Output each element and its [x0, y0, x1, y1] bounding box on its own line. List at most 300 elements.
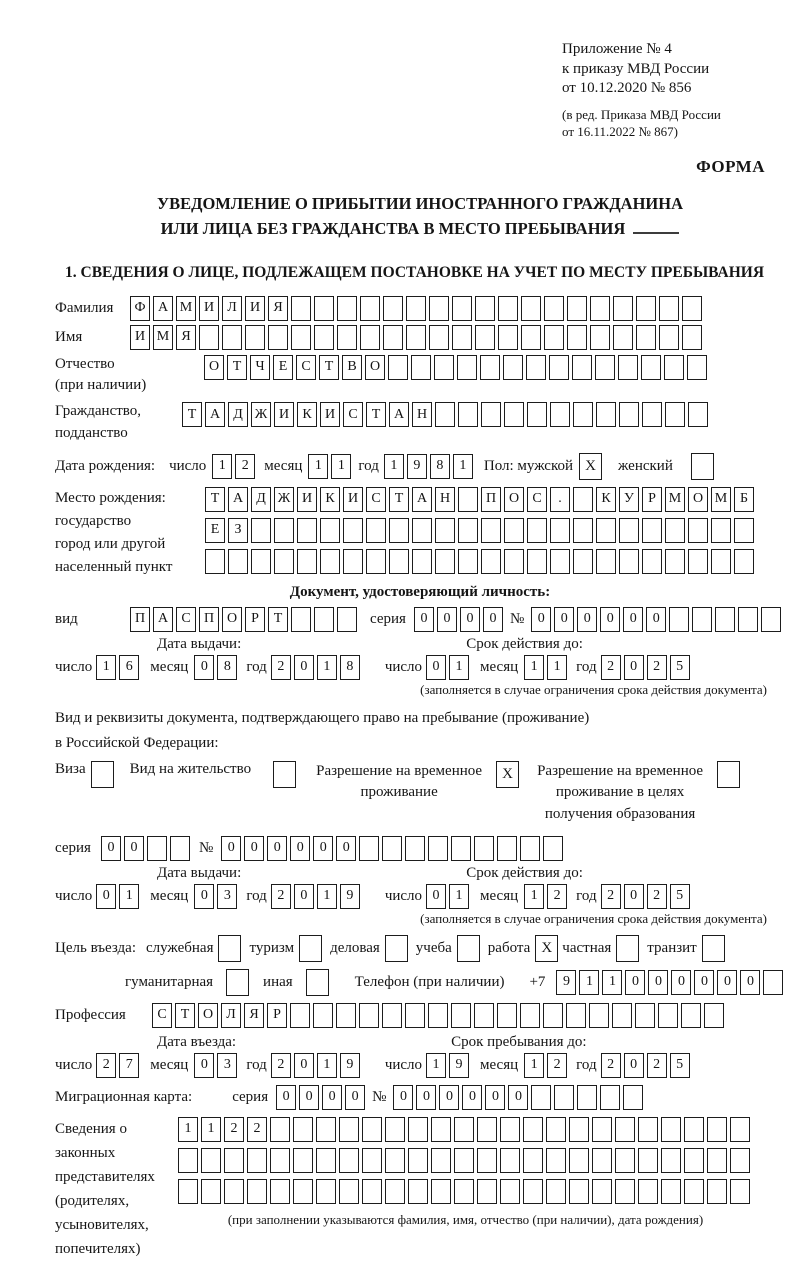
representative-char-box[interactable]	[477, 1117, 497, 1142]
given-name-char-box[interactable]	[337, 325, 357, 350]
birth-place-char-box[interactable]	[504, 518, 524, 543]
patronymic-char-box[interactable]: Т	[319, 355, 339, 380]
birth-place-char-box[interactable]	[274, 518, 294, 543]
stay-month-box[interactable]: 2	[547, 1053, 567, 1078]
profession-char-box[interactable]	[612, 1003, 632, 1028]
birth-place-char-box[interactable]	[435, 549, 455, 574]
permit-number-box[interactable]: 0	[267, 836, 287, 861]
profession-char-box[interactable]	[359, 1003, 379, 1028]
permit-number-box[interactable]	[428, 836, 448, 861]
migration-number-box[interactable]: 0	[462, 1085, 482, 1110]
permit-series-box[interactable]: 0	[124, 836, 144, 861]
citizenship-char-box[interactable]	[481, 402, 501, 427]
birth-place-char-box[interactable]	[504, 549, 524, 574]
migration-series-box[interactable]: 0	[276, 1085, 296, 1110]
patronymic-char-box[interactable]	[411, 355, 431, 380]
permit-number-box[interactable]	[382, 836, 402, 861]
citizenship-char-box[interactable]: И	[320, 402, 340, 427]
doc-valid-month-box[interactable]: 1	[547, 655, 567, 680]
patronymic-char-box[interactable]: В	[342, 355, 362, 380]
citizenship-char-box[interactable]: С	[343, 402, 363, 427]
stay-day-box[interactable]: 1	[426, 1053, 446, 1078]
representative-char-box[interactable]	[293, 1117, 313, 1142]
citizenship-char-box[interactable]: Д	[228, 402, 248, 427]
doc-type-char-box[interactable]: Р	[245, 607, 265, 632]
stay-year-box[interactable]: 2	[601, 1053, 621, 1078]
birth-place-char-box[interactable]: .	[550, 487, 570, 512]
given-name-char-box[interactable]	[659, 325, 679, 350]
patronymic-char-box[interactable]	[526, 355, 546, 380]
representative-char-box[interactable]	[270, 1117, 290, 1142]
representative-char-box[interactable]	[546, 1117, 566, 1142]
migration-number-box[interactable]	[531, 1085, 551, 1110]
birth-place-char-box[interactable]: А	[228, 487, 248, 512]
birth-day-box[interactable]: 2	[235, 454, 255, 479]
birth-place-char-box[interactable]: Ж	[274, 487, 294, 512]
representative-char-box[interactable]: 2	[224, 1117, 244, 1142]
given-name-char-box[interactable]	[521, 325, 541, 350]
representative-char-box[interactable]	[454, 1117, 474, 1142]
permit-valid-month-box[interactable]: 1	[524, 884, 544, 909]
surname-char-box[interactable]	[590, 296, 610, 321]
migration-number-box[interactable]	[600, 1085, 620, 1110]
birth-place-char-box[interactable]: И	[297, 487, 317, 512]
profession-char-box[interactable]	[405, 1003, 425, 1028]
given-name-char-box[interactable]	[636, 325, 656, 350]
representative-char-box[interactable]	[638, 1179, 658, 1204]
representative-char-box[interactable]	[362, 1117, 382, 1142]
entry-month-box[interactable]: 3	[217, 1053, 237, 1078]
representative-char-box[interactable]	[339, 1179, 359, 1204]
representative-char-box[interactable]	[431, 1148, 451, 1173]
stay-year-box[interactable]: 5	[670, 1053, 690, 1078]
entry-day-box[interactable]: 2	[96, 1053, 116, 1078]
representative-char-box[interactable]	[546, 1148, 566, 1173]
stay-day-box[interactable]: 9	[449, 1053, 469, 1078]
birth-place-char-box[interactable]: З	[228, 518, 248, 543]
profession-char-box[interactable]	[589, 1003, 609, 1028]
birth-year-box[interactable]: 9	[407, 454, 427, 479]
surname-char-box[interactable]: Я	[268, 296, 288, 321]
given-name-char-box[interactable]	[590, 325, 610, 350]
representative-char-box[interactable]	[500, 1148, 520, 1173]
representative-char-box[interactable]	[385, 1117, 405, 1142]
permit-valid-month-box[interactable]: 2	[547, 884, 567, 909]
doc-type-char-box[interactable]	[291, 607, 311, 632]
representative-char-box[interactable]	[362, 1148, 382, 1173]
doc-valid-day-box[interactable]: 1	[449, 655, 469, 680]
migration-series-box[interactable]: 0	[322, 1085, 342, 1110]
patronymic-char-box[interactable]	[503, 355, 523, 380]
turizm-checkbox[interactable]	[299, 935, 322, 962]
patronymic-char-box[interactable]	[480, 355, 500, 380]
doc-number-box[interactable]	[715, 607, 735, 632]
surname-char-box[interactable]	[521, 296, 541, 321]
doc-issue-year-box[interactable]: 2	[271, 655, 291, 680]
doc-issue-day-box[interactable]: 1	[96, 655, 116, 680]
doc-issue-month-box[interactable]: 8	[217, 655, 237, 680]
representative-char-box[interactable]: 1	[201, 1117, 221, 1142]
birth-place-char-box[interactable]	[366, 549, 386, 574]
doc-type-char-box[interactable]: С	[176, 607, 196, 632]
birth-place-char-box[interactable]	[642, 518, 662, 543]
birth-place-char-box[interactable]	[481, 518, 501, 543]
entry-year-box[interactable]: 1	[317, 1053, 337, 1078]
representative-char-box[interactable]	[661, 1179, 681, 1204]
permit-number-box[interactable]: 0	[221, 836, 241, 861]
stay-year-box[interactable]: 2	[647, 1053, 667, 1078]
representative-char-box[interactable]	[684, 1117, 704, 1142]
doc-series-box[interactable]: 0	[437, 607, 457, 632]
representative-char-box[interactable]	[523, 1179, 543, 1204]
tranzit-checkbox[interactable]	[702, 935, 725, 962]
birth-place-char-box[interactable]: О	[688, 487, 708, 512]
given-name-char-box[interactable]	[452, 325, 472, 350]
birth-place-char-box[interactable]	[711, 518, 731, 543]
phone-digit-box[interactable]: 1	[602, 970, 622, 995]
phone-digit-box[interactable]: 0	[694, 970, 714, 995]
given-name-char-box[interactable]	[383, 325, 403, 350]
patronymic-char-box[interactable]: Ч	[250, 355, 270, 380]
patronymic-char-box[interactable]	[549, 355, 569, 380]
birth-place-char-box[interactable]: Р	[642, 487, 662, 512]
permit-valid-year-box[interactable]: 2	[647, 884, 667, 909]
phone-digit-box[interactable]: 0	[671, 970, 691, 995]
birth-month-box[interactable]: 1	[331, 454, 351, 479]
birth-place-char-box[interactable]	[251, 549, 271, 574]
representative-char-box[interactable]	[661, 1117, 681, 1142]
migration-number-box[interactable]	[554, 1085, 574, 1110]
birth-place-char-box[interactable]: М	[665, 487, 685, 512]
representative-char-box[interactable]	[408, 1179, 428, 1204]
doc-number-box[interactable]: 0	[531, 607, 551, 632]
representative-char-box[interactable]	[684, 1148, 704, 1173]
representative-char-box[interactable]	[500, 1117, 520, 1142]
birth-place-char-box[interactable]	[527, 549, 547, 574]
permit-number-box[interactable]: 0	[313, 836, 333, 861]
birth-place-char-box[interactable]	[665, 518, 685, 543]
representative-char-box[interactable]	[247, 1179, 267, 1204]
visa-checkbox[interactable]	[91, 761, 114, 788]
representative-char-box[interactable]	[615, 1179, 635, 1204]
birth-year-box[interactable]: 8	[430, 454, 450, 479]
profession-char-box[interactable]	[566, 1003, 586, 1028]
surname-char-box[interactable]: И	[199, 296, 219, 321]
birth-place-char-box[interactable]	[205, 549, 225, 574]
given-name-char-box[interactable]	[498, 325, 518, 350]
representative-char-box[interactable]	[201, 1148, 221, 1173]
profession-char-box[interactable]	[635, 1003, 655, 1028]
representative-char-box[interactable]	[316, 1117, 336, 1142]
surname-char-box[interactable]	[291, 296, 311, 321]
representative-char-box[interactable]	[339, 1117, 359, 1142]
representative-char-box[interactable]	[523, 1117, 543, 1142]
permit-valid-year-box[interactable]: 0	[624, 884, 644, 909]
surname-char-box[interactable]	[636, 296, 656, 321]
migration-number-box[interactable]: 0	[508, 1085, 528, 1110]
profession-char-box[interactable]	[704, 1003, 724, 1028]
citizenship-char-box[interactable]	[642, 402, 662, 427]
doc-issue-day-box[interactable]: 6	[119, 655, 139, 680]
given-name-char-box[interactable]	[682, 325, 702, 350]
citizenship-char-box[interactable]: А	[205, 402, 225, 427]
surname-char-box[interactable]	[475, 296, 495, 321]
doc-type-char-box[interactable]: О	[222, 607, 242, 632]
patronymic-char-box[interactable]: Т	[227, 355, 247, 380]
permit-issue-year-box[interactable]: 2	[271, 884, 291, 909]
migration-number-box[interactable]: 0	[416, 1085, 436, 1110]
birth-place-char-box[interactable]	[573, 549, 593, 574]
representative-char-box[interactable]	[638, 1148, 658, 1173]
doc-issue-month-box[interactable]: 0	[194, 655, 214, 680]
profession-char-box[interactable]	[428, 1003, 448, 1028]
permit-issue-day-box[interactable]: 0	[96, 884, 116, 909]
doc-type-char-box[interactable]: П	[130, 607, 150, 632]
representative-char-box[interactable]	[178, 1179, 198, 1204]
birth-place-char-box[interactable]: О	[504, 487, 524, 512]
birth-place-char-box[interactable]: Д	[251, 487, 271, 512]
profession-char-box[interactable]	[336, 1003, 356, 1028]
patronymic-char-box[interactable]	[572, 355, 592, 380]
rabota-checkbox[interactable]: X	[535, 935, 558, 962]
representative-char-box[interactable]	[270, 1148, 290, 1173]
migration-number-box[interactable]: 0	[439, 1085, 459, 1110]
birth-place-char-box[interactable]: У	[619, 487, 639, 512]
representative-char-box[interactable]	[293, 1179, 313, 1204]
representative-char-box[interactable]	[684, 1179, 704, 1204]
birth-place-char-box[interactable]: М	[711, 487, 731, 512]
doc-number-box[interactable]: 0	[623, 607, 643, 632]
surname-char-box[interactable]	[360, 296, 380, 321]
birth-place-char-box[interactable]	[389, 549, 409, 574]
citizenship-char-box[interactable]	[458, 402, 478, 427]
representative-char-box[interactable]	[638, 1117, 658, 1142]
representative-char-box[interactable]	[730, 1179, 750, 1204]
representative-char-box[interactable]	[454, 1179, 474, 1204]
doc-number-box[interactable]: 0	[554, 607, 574, 632]
patronymic-char-box[interactable]: С	[296, 355, 316, 380]
profession-char-box[interactable]	[681, 1003, 701, 1028]
surname-char-box[interactable]	[429, 296, 449, 321]
profession-char-box[interactable]	[658, 1003, 678, 1028]
citizenship-char-box[interactable]	[619, 402, 639, 427]
patronymic-char-box[interactable]	[434, 355, 454, 380]
doc-issue-year-box[interactable]: 8	[340, 655, 360, 680]
citizenship-char-box[interactable]	[550, 402, 570, 427]
doc-issue-year-box[interactable]: 1	[317, 655, 337, 680]
permit-series-box[interactable]: 0	[101, 836, 121, 861]
permit-valid-day-box[interactable]: 0	[426, 884, 446, 909]
patronymic-char-box[interactable]	[595, 355, 615, 380]
representative-char-box[interactable]	[707, 1179, 727, 1204]
permit-number-box[interactable]	[497, 836, 517, 861]
surname-char-box[interactable]	[406, 296, 426, 321]
phone-digit-box[interactable]: 0	[717, 970, 737, 995]
migration-number-box[interactable]: 0	[393, 1085, 413, 1110]
phone-digit-box[interactable]	[763, 970, 783, 995]
surname-char-box[interactable]	[498, 296, 518, 321]
permit-number-box[interactable]	[451, 836, 471, 861]
birth-place-char-box[interactable]: К	[320, 487, 340, 512]
patronymic-char-box[interactable]: О	[365, 355, 385, 380]
birth-place-char-box[interactable]	[573, 518, 593, 543]
given-name-char-box[interactable]	[429, 325, 449, 350]
female-checkbox[interactable]	[691, 453, 714, 480]
doc-number-box[interactable]	[738, 607, 758, 632]
doc-type-char-box[interactable]: П	[199, 607, 219, 632]
permit-number-box[interactable]	[474, 836, 494, 861]
representative-char-box[interactable]	[546, 1179, 566, 1204]
profession-char-box[interactable]	[474, 1003, 494, 1028]
birth-place-char-box[interactable]	[619, 518, 639, 543]
permit-number-box[interactable]: 0	[336, 836, 356, 861]
birth-place-char-box[interactable]	[297, 549, 317, 574]
birth-place-char-box[interactable]: К	[596, 487, 616, 512]
birth-place-char-box[interactable]	[734, 549, 754, 574]
birth-year-box[interactable]: 1	[384, 454, 404, 479]
birth-place-char-box[interactable]: Н	[435, 487, 455, 512]
given-name-char-box[interactable]	[291, 325, 311, 350]
permit-number-box[interactable]	[359, 836, 379, 861]
permit-number-box[interactable]: 0	[290, 836, 310, 861]
profession-char-box[interactable]	[543, 1003, 563, 1028]
surname-char-box[interactable]	[613, 296, 633, 321]
profession-char-box[interactable]: С	[152, 1003, 172, 1028]
given-name-char-box[interactable]	[199, 325, 219, 350]
birth-place-char-box[interactable]	[366, 518, 386, 543]
representative-char-box[interactable]	[592, 1179, 612, 1204]
birth-place-char-box[interactable]: Т	[389, 487, 409, 512]
birth-place-char-box[interactable]: С	[527, 487, 547, 512]
inaya-checkbox[interactable]	[306, 969, 329, 996]
doc-type-char-box[interactable]: А	[153, 607, 173, 632]
representative-char-box[interactable]	[385, 1148, 405, 1173]
birth-day-box[interactable]: 1	[212, 454, 232, 479]
doc-series-box[interactable]: 0	[414, 607, 434, 632]
profession-char-box[interactable]	[382, 1003, 402, 1028]
surname-char-box[interactable]	[682, 296, 702, 321]
birth-place-char-box[interactable]	[343, 518, 363, 543]
permit-issue-year-box[interactable]: 1	[317, 884, 337, 909]
permit-number-box[interactable]	[520, 836, 540, 861]
birth-place-char-box[interactable]	[412, 549, 432, 574]
citizenship-char-box[interactable]: Н	[412, 402, 432, 427]
gumanitarnaya-checkbox[interactable]	[226, 969, 249, 996]
birth-place-char-box[interactable]	[550, 549, 570, 574]
patronymic-char-box[interactable]	[618, 355, 638, 380]
doc-number-box[interactable]: 0	[646, 607, 666, 632]
birth-place-char-box[interactable]	[596, 518, 616, 543]
profession-char-box[interactable]	[497, 1003, 517, 1028]
stay-month-box[interactable]: 1	[524, 1053, 544, 1078]
birth-place-char-box[interactable]: Т	[205, 487, 225, 512]
doc-valid-month-box[interactable]: 1	[524, 655, 544, 680]
birth-place-char-box[interactable]: Б	[734, 487, 754, 512]
given-name-char-box[interactable]	[613, 325, 633, 350]
representative-char-box[interactable]	[592, 1117, 612, 1142]
citizenship-char-box[interactable]	[527, 402, 547, 427]
representative-char-box[interactable]	[316, 1148, 336, 1173]
representative-char-box[interactable]: 1	[178, 1117, 198, 1142]
given-name-char-box[interactable]	[222, 325, 242, 350]
representative-char-box[interactable]	[707, 1117, 727, 1142]
surname-char-box[interactable]	[659, 296, 679, 321]
birth-place-char-box[interactable]	[320, 549, 340, 574]
permit-number-box[interactable]	[543, 836, 563, 861]
ucheba-checkbox[interactable]	[457, 935, 480, 962]
temp-residence-checkbox[interactable]: X	[496, 761, 519, 788]
birth-place-char-box[interactable]	[596, 549, 616, 574]
doc-valid-year-box[interactable]: 2	[601, 655, 621, 680]
doc-series-box[interactable]: 0	[460, 607, 480, 632]
permit-issue-year-box[interactable]: 9	[340, 884, 360, 909]
profession-char-box[interactable]: Я	[244, 1003, 264, 1028]
birth-place-char-box[interactable]	[734, 518, 754, 543]
representative-char-box[interactable]	[592, 1148, 612, 1173]
representative-char-box[interactable]	[615, 1117, 635, 1142]
patronymic-char-box[interactable]	[664, 355, 684, 380]
doc-valid-year-box[interactable]: 0	[624, 655, 644, 680]
representative-char-box[interactable]	[477, 1179, 497, 1204]
birth-place-char-box[interactable]	[435, 518, 455, 543]
representative-char-box[interactable]	[224, 1148, 244, 1173]
residence-permit-checkbox[interactable]	[273, 761, 296, 788]
birth-place-char-box[interactable]	[642, 549, 662, 574]
representative-char-box[interactable]	[431, 1117, 451, 1142]
permit-valid-day-box[interactable]: 1	[449, 884, 469, 909]
representative-char-box[interactable]: 2	[247, 1117, 267, 1142]
given-name-char-box[interactable]	[544, 325, 564, 350]
doc-valid-year-box[interactable]: 2	[647, 655, 667, 680]
surname-char-box[interactable]: И	[245, 296, 265, 321]
citizenship-char-box[interactable]	[504, 402, 524, 427]
birth-place-char-box[interactable]: И	[343, 487, 363, 512]
surname-char-box[interactable]: М	[176, 296, 196, 321]
doc-number-box[interactable]	[761, 607, 781, 632]
representative-char-box[interactable]	[201, 1179, 221, 1204]
permit-series-box[interactable]	[170, 836, 190, 861]
citizenship-char-box[interactable]	[688, 402, 708, 427]
given-name-char-box[interactable]	[567, 325, 587, 350]
doc-series-box[interactable]: 0	[483, 607, 503, 632]
surname-char-box[interactable]	[544, 296, 564, 321]
representative-char-box[interactable]	[385, 1179, 405, 1204]
surname-char-box[interactable]	[383, 296, 403, 321]
birth-place-char-box[interactable]	[527, 518, 547, 543]
surname-char-box[interactable]: Ф	[130, 296, 150, 321]
doc-issue-year-box[interactable]: 0	[294, 655, 314, 680]
entry-day-box[interactable]: 7	[119, 1053, 139, 1078]
birth-place-char-box[interactable]	[711, 549, 731, 574]
citizenship-char-box[interactable]: Т	[366, 402, 386, 427]
birth-place-char-box[interactable]	[412, 518, 432, 543]
representative-char-box[interactable]	[569, 1148, 589, 1173]
birth-place-char-box[interactable]: Е	[205, 518, 225, 543]
citizenship-char-box[interactable]: К	[297, 402, 317, 427]
representative-char-box[interactable]	[224, 1179, 244, 1204]
representative-char-box[interactable]	[730, 1148, 750, 1173]
doc-valid-day-box[interactable]: 0	[426, 655, 446, 680]
representative-char-box[interactable]	[178, 1148, 198, 1173]
profession-char-box[interactable]: Т	[175, 1003, 195, 1028]
representative-char-box[interactable]	[523, 1148, 543, 1173]
citizenship-char-box[interactable]: А	[389, 402, 409, 427]
permit-valid-year-box[interactable]: 2	[601, 884, 621, 909]
permit-series-box[interactable]	[147, 836, 167, 861]
delovaya-checkbox[interactable]	[385, 935, 408, 962]
doc-valid-year-box[interactable]: 5	[670, 655, 690, 680]
given-name-char-box[interactable]	[360, 325, 380, 350]
